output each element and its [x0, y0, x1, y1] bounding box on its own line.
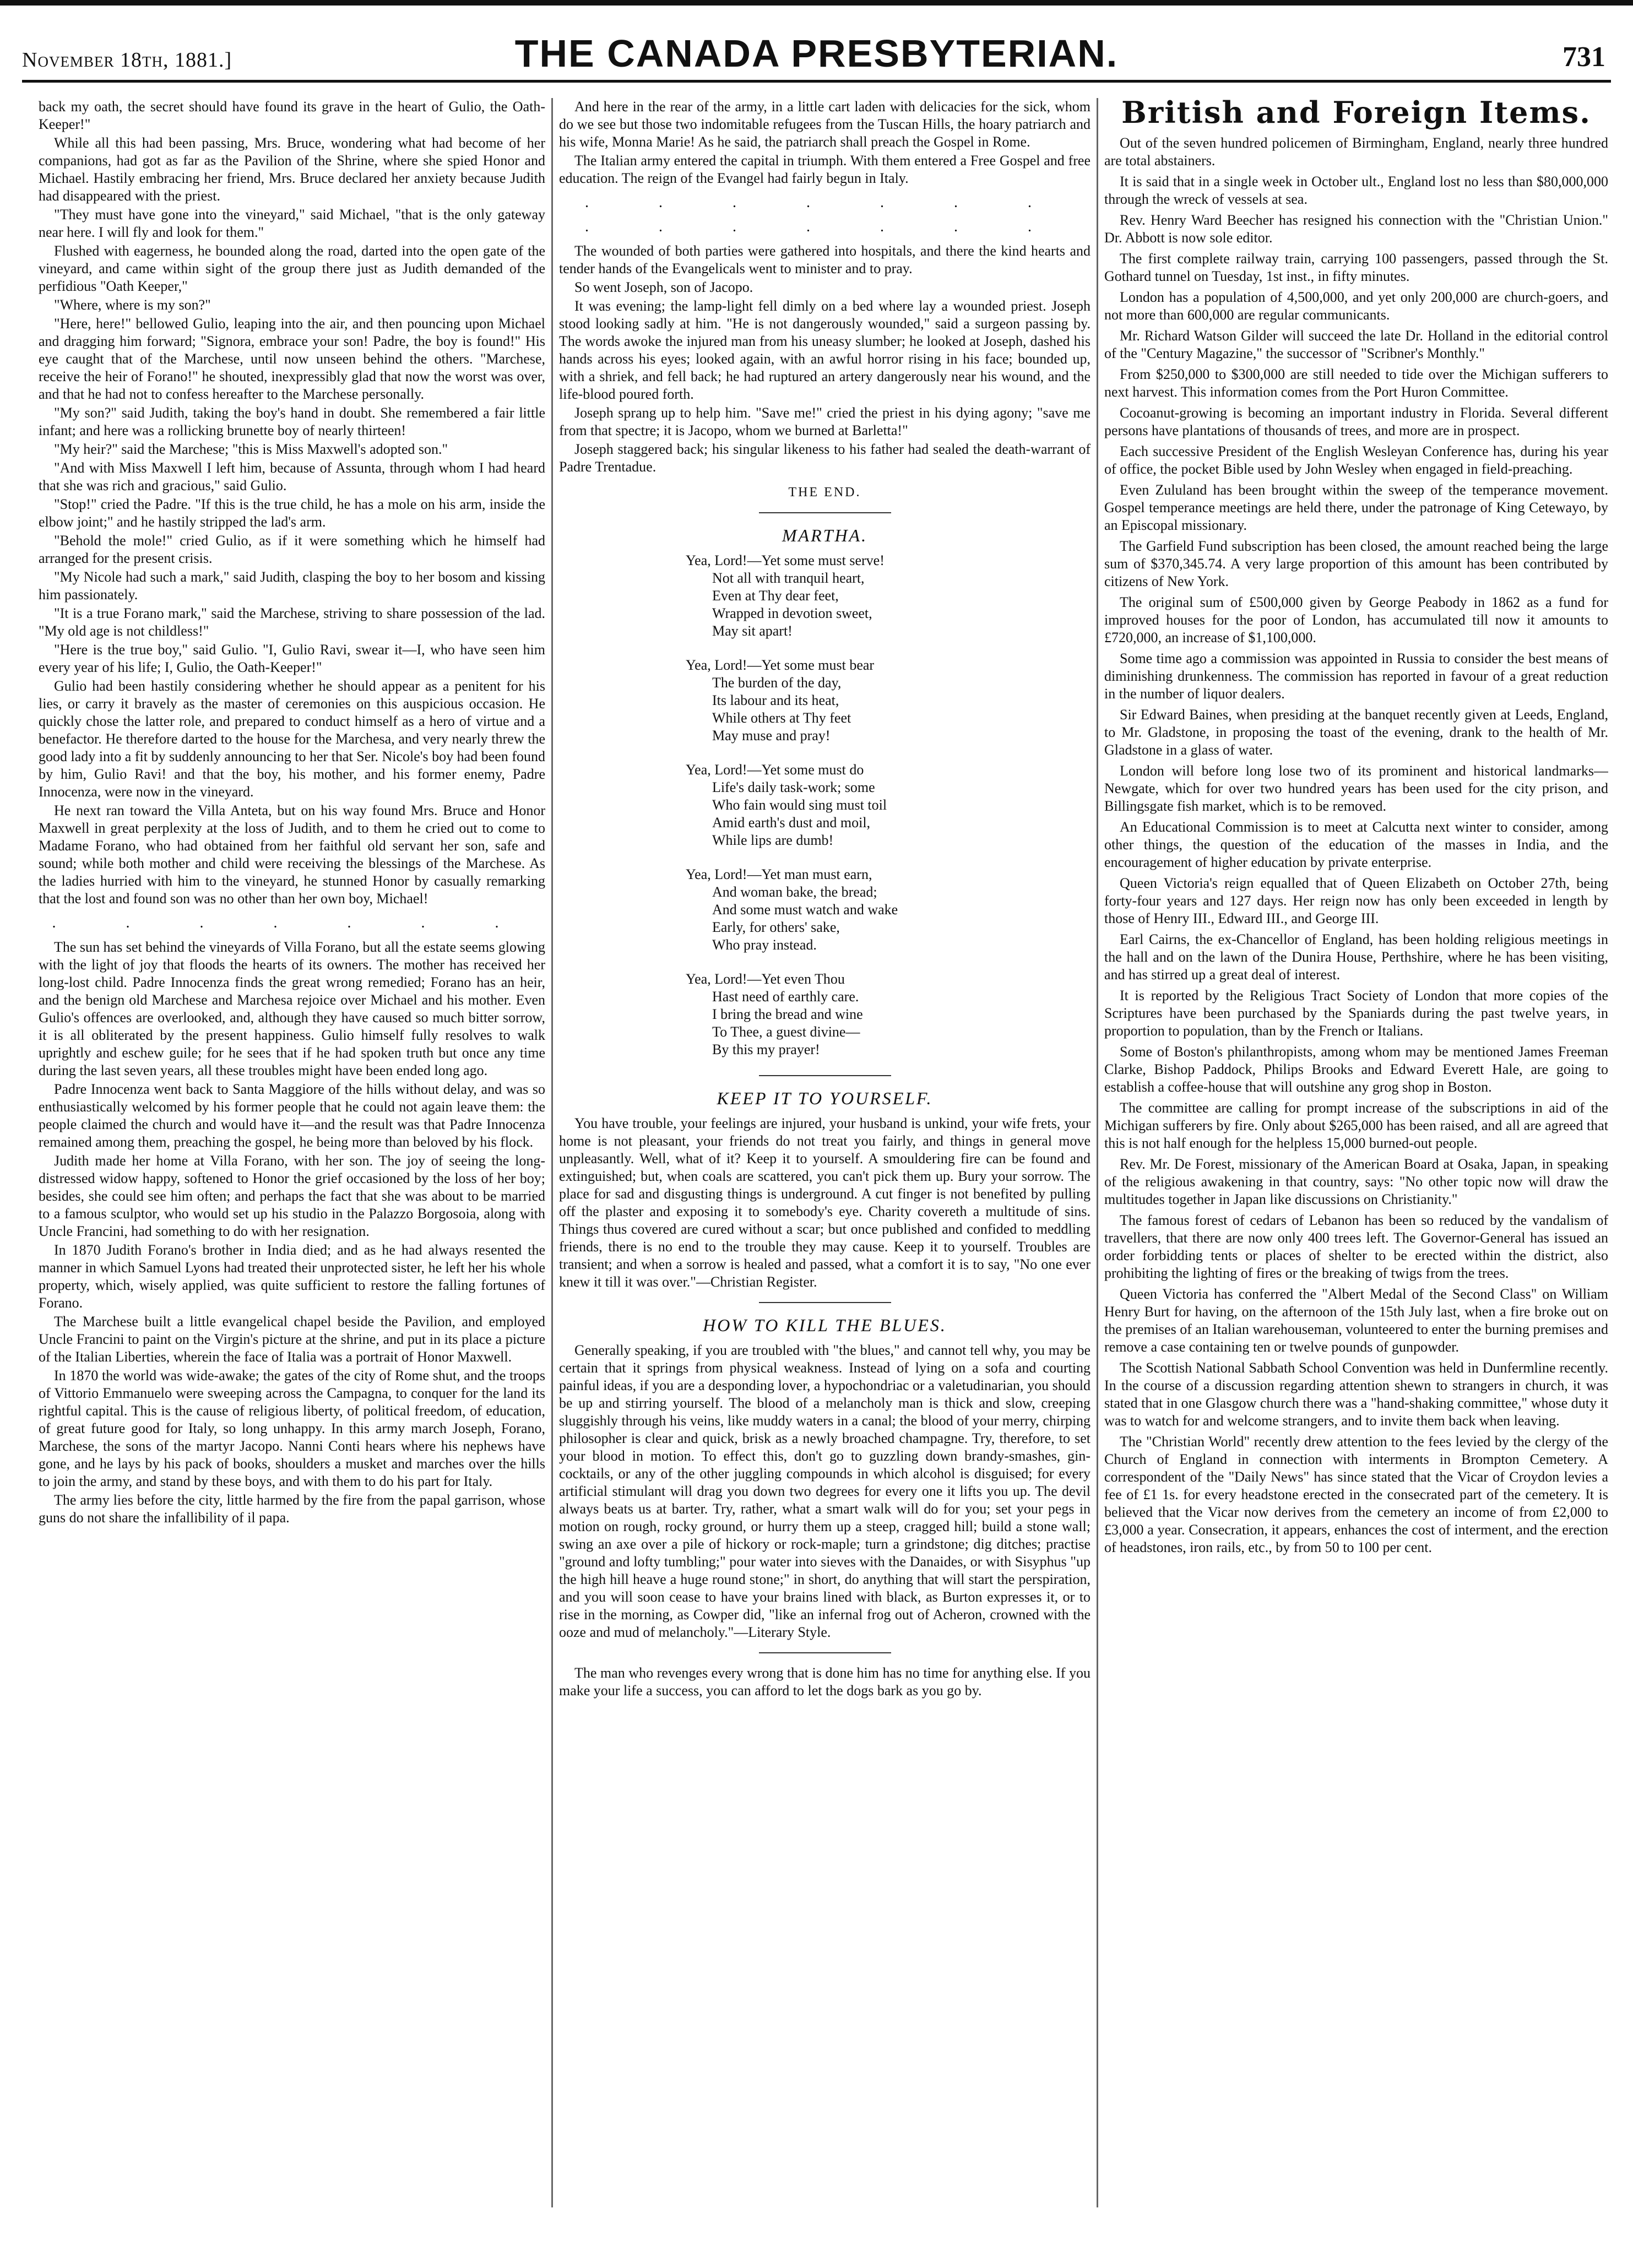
news-item: It is reported by the Religious Tract Society of London that more copies of the Scriptures have been purchased by the Spaniards during the past twelve years, in proportion to population, than by the French or Italians.: [1104, 987, 1608, 1039]
page-header: [22, 22, 1611, 83]
story-paragraph: Gulio had been hastily considering whether he should appear as a penitent for his lies, or carry it bravely as the master of ceremonies on this auspicious occasion. He quickly chose the latter role, and prepared to conduct himself as a hero of virtue and a benefactor. He therefore darted to the house for the Marchesa, and very nearly threw the good lady into a fit by suddenly announcing to her that Ser. Nicole's boy had been found by him, Gulio Ravi! and that the boy, his mother, and his former enemy, Padre Innocenza, were now in the vineyard.: [39, 678, 545, 800]
story-paragraph: "They must have gone into the vineyard," said Michael, "that is the only gateway near here. I will fly and look for them.": [39, 207, 545, 240]
story-paragraph: In 1870 Judith Forano's brother in India died; and as he had always resented the manner in which Samuel Lyons had treated their unprotected sister, he left her his whole property, which, wisely applied, was quite sufficient to restore the falling fortunes of Forano.: [39, 1242, 545, 1311]
story-paragraph: So went Joseph, son of Jacopo.: [574, 279, 753, 295]
story-paragraph: "It is a true Forano mark," said the Marchese, striving to share possession of the lad. "My old age is not childless!": [39, 605, 545, 639]
news-item: Rev. Mr. De Forest, missionary of the American Board at Osaka, Japan, in speaking of the religious awakening in that country, says: "No other topic now will draw the multitudes together in Japan like discussions on Christianity.": [1104, 1156, 1608, 1207]
story-paragraph: "Behold the mole!" cried Gulio, as if it were something which he himself had arranged for the present crisis.: [39, 533, 545, 566]
news-item: An Educational Commission is to meet at Calcutta next winter to consider, among other things, the question of the education of the masses in India, and the encouragement of higher education by private enterprise.: [1104, 819, 1608, 870]
story-paragraph: "Here is the true boy," said Gulio. "I, Gulio Ravi, swear it—I, who have seen him every year of his life; I, Gulio, the Oath-Keeper!": [39, 642, 545, 675]
section-dots: . . . . . . .: [585, 194, 1065, 211]
poem-line: I bring the bread and wine: [712, 1006, 863, 1022]
poem-line: Hast need of earthly care.: [712, 989, 859, 1005]
column-news: [1104, 98, 1608, 2240]
news-item: Each successive President of the English Wesleyan Conference has, during his year of office, the pocket Bible used by John Wesley when engaged in field-preaching.: [1104, 443, 1608, 477]
article-title-keep: KEEP IT TO YOURSELF.: [717, 1088, 933, 1108]
poem-stanza: [686, 761, 1091, 849]
poem-line: May muse and pray!: [712, 728, 831, 744]
news-item: The Scottish National Sabbath School Convention was held in Dunfermline recently. In the course of a discussion regarding attention shewn to strangers in church, it was stated that in one Glasgow church there was a "hand-shaking committee," whose duty it was to watch for and welcome strangers, and to invite them back when leaving.: [1104, 1360, 1608, 1429]
story-paragraph: "My heir?" said the Marchese; "this is Miss Maxwell's adopted son.": [54, 441, 448, 457]
news-item: Queen Victoria's reign equalled that of Queen Elizabeth on October 27th, being forty-four years and 127 days. Her reign now has only been exceeded in length by those of Henry III., Edward III., and George III.: [1104, 875, 1608, 926]
poem-line: Even at Thy dear feet,: [712, 588, 839, 604]
poem-line: Early, for others' sake,: [712, 919, 840, 935]
poem-line: Not all with tranquil heart,: [712, 570, 865, 586]
poem-line: Yea, Lord!—Yet some must serve!: [686, 552, 885, 568]
the-end-label: THE END.: [788, 485, 861, 500]
divider: [759, 1302, 891, 1303]
news-item: The famous forest of cedars of Lebanon has been so reduced by the vandalism of travellers, that there are now only 400 trees left. The Governor-General has issued an order forbidding tents or places of shelter to be erected within the district, also prohibiting the lighting of fires or the breaking of twigs from the trees.: [1104, 1212, 1608, 1281]
article-title-blues: HOW TO KILL THE BLUES.: [703, 1315, 947, 1335]
section-dots: . . . . . . .: [52, 914, 532, 931]
news-item: The Garfield Fund subscription has been closed, the amount reached being the large sum of $370,345.74. A very large proportion of this amount has been contributed by citizens of New York.: [1104, 538, 1608, 589]
story-paragraph: And here in the rear of the army, in a little cart laden with delicacies for the sick, whom do we see but those two indomitable refugees from the Tuscan Hills, the hoary patriarch and his wife, Monna Marie! As he said, the patriarch shall preach the Gospel in Rome.: [559, 99, 1091, 150]
story-paragraph: Padre Innocenza went back to Santa Maggiore of the hills without delay, and was so enthusiastically welcomed by his former people that he could not again leave them: the people claimed the church and would have it—and the result was that Padre Innocenza remained among them, preaching the gospel, he being more than beloved by his flock.: [39, 1081, 545, 1150]
poem-line: While lips are dumb!: [712, 832, 834, 848]
news-item: The committee are calling for prompt increase of the subscriptions in aid of the Michigan sufferers by fire. Only about $265,000 has been raised, and all are agreed that this is not half enough for the helpless 15,000 burned-out people.: [1104, 1100, 1608, 1151]
poem-line: By this my prayer!: [712, 1041, 820, 1057]
poem-martha: [686, 552, 1091, 1059]
news-item: Sir Edward Baines, when presiding at the banquet recently given at Leeds, England, to Mr. Gladstone, in proposing the toast of the evening, drank to the health of Mr. Gladstone in a glass of water.: [1104, 707, 1608, 758]
story-paragraph: It was evening; the lamp-light fell dimly on a bed where lay a wounded priest. Joseph stood looking sadly at him. "He is not dangerously wounded," said a surgeon passing by. The words awoke the injured man from his uneasy slumber; he looked at Joseph, dashed his hands across his eyes; looked again, with an awful horror rising in his face; bounded up, with a shriek, and fell back; he had ruptured an artery dangerously near his wound, and the life-blood poured forth.: [559, 298, 1091, 402]
poem-line: Yea, Lord!—Yet some must do: [686, 762, 864, 778]
news-item: From $250,000 to $300,000 are still needed to tide over the Michigan sufferers to next harvest. This information comes from the Port Huron Committee.: [1104, 366, 1608, 400]
article-keep-text: You have trouble, your feelings are injured, your husband is unkind, your wife frets, your home is not pleasant, your friends do not treat you fairly, and things in general move unpleasantly. Well, what of it? Keep it to yourself. A smouldering fire can be found and extinguished; but, when coals are scattered, you can't pick them up. Bury your sorrow. The place for sad and disgusting things is underground. A cut finger is not benefited by pulling off the plaster and exposing it to somebody's eye. Charity covereth a multitude of sins. Things thus covered are cured without a scar; but once published and confided to meddling friends, there is no end to the trouble they may cause. Keep it to yourself. Troubles are transient; and when a sorrow is healed and passed, what a comfort it is to say, "No one ever knew it till it was over."—Christian Register.: [559, 1115, 1091, 1290]
poem-title: MARTHA.: [782, 525, 868, 545]
story-paragraph: The Italian army entered the capital in triumph. With them entered a Free Gospel and free education. The reign of the Evangel had fairly begun in Italy.: [559, 153, 1091, 186]
column-rule: [1097, 98, 1098, 2207]
divider: [759, 1652, 891, 1653]
story-body: [39, 98, 545, 908]
story-paragraph: "My son?" said Judith, taking the boy's hand in doubt. She remembered a fair little infant; and here was a rollicking brunette boy of nearly thirteen!: [39, 405, 545, 438]
story-paragraph: Joseph sprang up to help him. "Save me!" cried the priest in his dying agony; "save me from that spectre; it is Jacopo, whom we burned at Barletta!": [559, 405, 1091, 438]
news-item: Earl Cairns, the ex-Chancellor of England, has been holding religious meetings in the hall and on the lawn of the Dunira House, Perthshire, where he has been visiting, and has stirred up a great deal of interest.: [1104, 931, 1608, 983]
news-item: Out of the seven hundred policemen of Birmingham, England, nearly three hundred are total abstainers.: [1104, 135, 1608, 169]
poem-line: Yea, Lord!—Yet man must earn,: [686, 866, 872, 882]
section-heading: British and Foreign Items.: [1121, 98, 1591, 130]
page-number: 731: [1563, 41, 1605, 73]
news-item: The first complete railway train, carrying 100 passengers, passed through the St. Gothard tunnel on Tuesday, 1st inst., in fifty minutes.: [1104, 251, 1608, 284]
poem-line: Its labour and its heat,: [712, 692, 839, 708]
poem-stanza: [686, 866, 1091, 954]
poem-line: Yea, Lord!—Yet some must bear: [686, 657, 875, 673]
news-item: It is said that in a single week in October ult., England lost no less than $80,000,000 through the wreck of vessels at sea.: [1104, 173, 1608, 207]
poem-line: Who pray instead.: [712, 937, 817, 953]
section-dots: . . . . . . .: [585, 218, 1065, 235]
poem-stanza: [686, 656, 1091, 745]
news-item: London has a population of 4,500,000, and yet only 200,000 are church-goers, and not more than 600,000 are regular communicants.: [1104, 289, 1608, 323]
story-ending: [559, 98, 1091, 476]
news-item: London will before long lose two of its prominent and historical landmarks—Newgate, which for over two hundred years has been used for the city prison, and Billingsgate fish market, which is to be removed.: [1104, 763, 1608, 814]
masthead-title: THE CANADA PRESBYTERIAN.: [514, 32, 1119, 75]
poem-line: The burden of the day,: [712, 675, 842, 691]
poem-line: Wrapped in devotion sweet,: [712, 605, 872, 621]
top-rule: [0, 0, 1633, 6]
news-item: Cocoanut-growing is becoming an important industry in Florida. Several different persons have plantations of thousands of trees, and more are in prospect.: [1104, 405, 1608, 438]
poem-line: And some must watch and wake: [712, 902, 898, 918]
news-item: The original sum of £500,000 given by George Peabody in 1862 as a fund for improved houses for the poor of London, has accumulated till now it amounts to £720,000, an increase of $1,100,000.: [1104, 594, 1608, 645]
column-middle: [559, 98, 1091, 2240]
poem-stanza: [686, 552, 1091, 640]
story-paragraph: The wounded of both parties were gathered into hospitals, and there the kind hearts and tender hands of the Evangelicals went to minister and to pray.: [559, 243, 1091, 276]
story-paragraph: He next ran toward the Villa Anteta, but on his way found Mrs. Bruce and Honor Maxwell in great perplexity at the loss of Judith, and to them he cried out to come to Madame Forano, who had obtained from her faithful old servant her son, safe and sound; while both mother and child were receiving the blessings of the Marchese. As the ladies hurried with him to the vineyard, he stunned Honor by casually remarking that the lost and found son was no other than her own boy, Michael!: [39, 802, 545, 907]
story-paragraph: The sun has set behind the vineyards of Villa Forano, but all the estate seems glowing with the light of joy that floods the hearts of its owners. The mother has received her long-lost child. Padre Innocenza finds the great wrong remedied; Forano has an heir, and the benign old Marchese and Marchesa rejoice over Michael and his mother. Even Gulio's offences are overlooked, and, although they have caused so much bitter sorrow, it is all obliterated by the present happiness. Gulio himself fully resolves to walk uprightly and eschew guile; for he sees that if he had spoken truth but once any time during the last seven years, all these troubles might have been ended long ago.: [39, 939, 545, 1078]
story-paragraph: "Stop!" cried the Padre. "If this is the true child, he has a mole on his arm, inside the elbow joint;" and he hastily stripped the lad's arm.: [39, 496, 545, 530]
news-item: Mr. Richard Watson Gilder will succeed the late Dr. Holland in the editorial control of the "Century Magazine," the successor of "Scribner's Monthly.": [1104, 328, 1608, 361]
closing-paragraph: The man who revenges every wrong that is done him has no time for anything else. If you make your life a success, you can afford to let the dogs bark as you go by.: [559, 1665, 1091, 1699]
poem-line: May sit apart!: [712, 623, 793, 639]
column-rule: [551, 98, 553, 2207]
story-paragraph: "My Nicole had such a mark," said Judith, clasping the boy to her bosom and kissing him passionately.: [39, 569, 545, 603]
story-paragraph: "Where, where is my son?": [54, 297, 211, 313]
article-blues-text: Generally speaking, if you are troubled with "the blues," and cannot tell why, you may be certain that it springs from physical weakness. Instead of lying on a sofa and courting painful ideas, if you are a desponding lover, a hypochondriac or a valetudinarian, you should be up and stirring yourself. The blood of a melancholy man is thick and slow, creeping sluggishly through his veins, like muddy waters in a canal; the blood of your merry, chirping philosopher is clear and quick, brisk as a newly broached champagne. Try, therefore, to set your blood in motion. To effect this, don't go to guzzling down brandy-smashes, gin-cocktails, or any of the other juggling compounds in which alcohol is disguised; for every artificial stimulant will drag you down two degrees for every one it lifts you up. The devil always beats us at barter. Try, rather, what a smart walk will do for you; set your pegs in motion on rough, rocky ground, or hurry them up a steep, cragged hill; build a stone wall; swing an axe over a pile of hickory or rock-maple; turn a grindstone; dig ditches; practise "ground and lofty tumbling;" pour water into sieves with the Danaides, or with Sisyphus "up the high hill heave a huge round stone;" in short, do anything that will start the perspiration, and you will soon cease to have your brains lined with black, as Burton expresses it, or to rise in the morning, as Cowper did, "like an infernal frog out of Acheron, crowned with the ooze and mud of melancholy."—Literary Style.: [559, 1342, 1091, 1640]
story-paragraph: The army lies before the city, little harmed by the fire from the papal garrison, whose guns do not share the infallibility of il papa.: [39, 1492, 545, 1526]
poem-line: Life's daily task-work; some: [712, 779, 875, 795]
divider: [759, 1075, 891, 1076]
issue-date: November 18th, 1881.]: [22, 48, 232, 72]
poem-line: And woman bake, the bread;: [712, 884, 877, 900]
story-conclusion: [39, 938, 545, 1527]
poem-stanza: [686, 970, 1091, 1059]
news-items: [1104, 134, 1608, 1556]
news-item: The "Christian World" recently drew attention to the fees levied by the clergy of the Church of England in connection with interments in Brompton Cemetery. A correspondent of the "Daily News" has since stated that the Vicar of Croydon levies a fee of £1 1s. for every headstone erected in the consecrated part of the cemetery. It is believed that the Vicar now derives from the cemetery an income of from £2,000 to £3,000 a year. Consecration, it appears, enhances the cost of interment, and the erection of headstones, iron rails, etc., by from 50 to 100 per cent.: [1104, 1434, 1608, 1555]
news-item: Rev. Henry Ward Beecher has resigned his connection with the "Christian Union." Dr. Abbott is now sole editor.: [1104, 212, 1608, 246]
news-item: Queen Victoria has conferred the "Albert Medal of the Second Class" on William Henry Burt for having, on the afternoon of the 15th July last, when a fire broke out on the premises of an Italian warehouseman, volunteered to enter the burning premises and remove a case containing ten or twelve pounds of gunpowder.: [1104, 1286, 1608, 1355]
divider: [759, 512, 891, 513]
poem-line: While others at Thy feet: [712, 710, 851, 726]
poem-line: Who fain would sing must toil: [712, 797, 887, 813]
news-item: Some of Boston's philanthropists, among whom may be mentioned James Freeman Clarke, Bishop Paddock, Philips Brooks and Edward Everett Hale, are going to establish a coffee-house that will outshine any grog shop in Boston.: [1104, 1044, 1608, 1095]
news-item: Some time ago a commission was appointed in Russia to consider the best means of diminishing drunkenness. The commission has reported in favour of a great reduction in the number of liquor dealers.: [1104, 650, 1608, 702]
poem-line: Amid earth's dust and moil,: [712, 815, 871, 831]
story-paragraph: Judith made her home at Villa Forano, with her son. The joy of seeing the long-distressed widow happy, softened to Honor the grief occasioned by the loss of her boy; besides, she could see him often; and perhaps the fact that she was about to be married to a famous sculptor, who would set up his studio in the Palazzo Borgosoia, along with Uncle Francini, had something to do with her resignation.: [39, 1153, 545, 1239]
story-paragraph: While all this had been passing, Mrs. Bruce, wondering what had become of her companions, had got as far as the Pavilion of the Shrine, where she spied Honor and Michael. Hastily embracing her friend, Mrs. Bruce declared her anxiety because Judith had disappeared with the priest.: [39, 135, 545, 204]
story-paragraph: In 1870 the world was wide-awake; the gates of the city of Rome shut, and the troops of Vittorio Emmanuelo were sweeping across the Campagna, to conquer for the land its rightful capital. This is the cause of religious liberty, of political freedom, of education, of great future good for Italy, so long unhappy. In this army march Joseph, Forano, Marchese, the sons of the martyr Jacopo. Nanni Conti hears where his nephews have gone, and he lays by his pack of books, shoulders a musket and marches over the hills to join the army, and stand by these boys, and with them to do his part for Italy.: [39, 1368, 545, 1489]
poem-line: Yea, Lord!—Yet even Thou: [686, 971, 845, 987]
story-paragraph: "And with Miss Maxwell I left him, because of Assunta, through whom I had heard that she was rich and gracious," said Gulio.: [39, 460, 545, 493]
story-paragraph: "Here, here!" bellowed Gulio, leaping into the air, and then pouncing upon Michael and dragging him forward; "Signora, embrace your son! Padre, the boy is found!" His eye caught that of the Marchese, until now unseen behind the others. "Marchese, receive the heir of Forano!" he shouted, inexpressibly glad that now the worst was over, and that he had not to confess hereafter to the Marchese personally.: [39, 316, 545, 402]
news-item: Even Zululand has been brought within the sweep of the temperance movement. Gospel temperance meetings are held there, under the patronage of King Cetewayo, by an Episcopal missionary.: [1104, 482, 1608, 533]
column-story: [39, 98, 545, 2240]
story-paragraph: back my oath, the secret should have found its grave in the heart of Gulio, the Oath-Keeper!": [39, 99, 545, 132]
poem-line: To Thee, a guest divine—: [712, 1024, 860, 1040]
story-paragraph: Joseph staggered back; his singular likeness to his father had sealed the death-warrant of Padre Trentadue.: [559, 441, 1091, 475]
story-paragraph: The Marchese built a little evangelical chapel beside the Pavilion, and employed Uncle Francini to paint on the Virgin's picture at the shrine, and put in its place a picture of the Italian Liberties, wherein the face of Italia was a portrait of Honor Maxwell.: [39, 1314, 545, 1365]
story-paragraph: Flushed with eagerness, he bounded along the road, darted into the open gate of the vineyard, and came within sight of the group there just as Judith demanded of the perfidious "Oath Keeper,": [39, 243, 545, 294]
